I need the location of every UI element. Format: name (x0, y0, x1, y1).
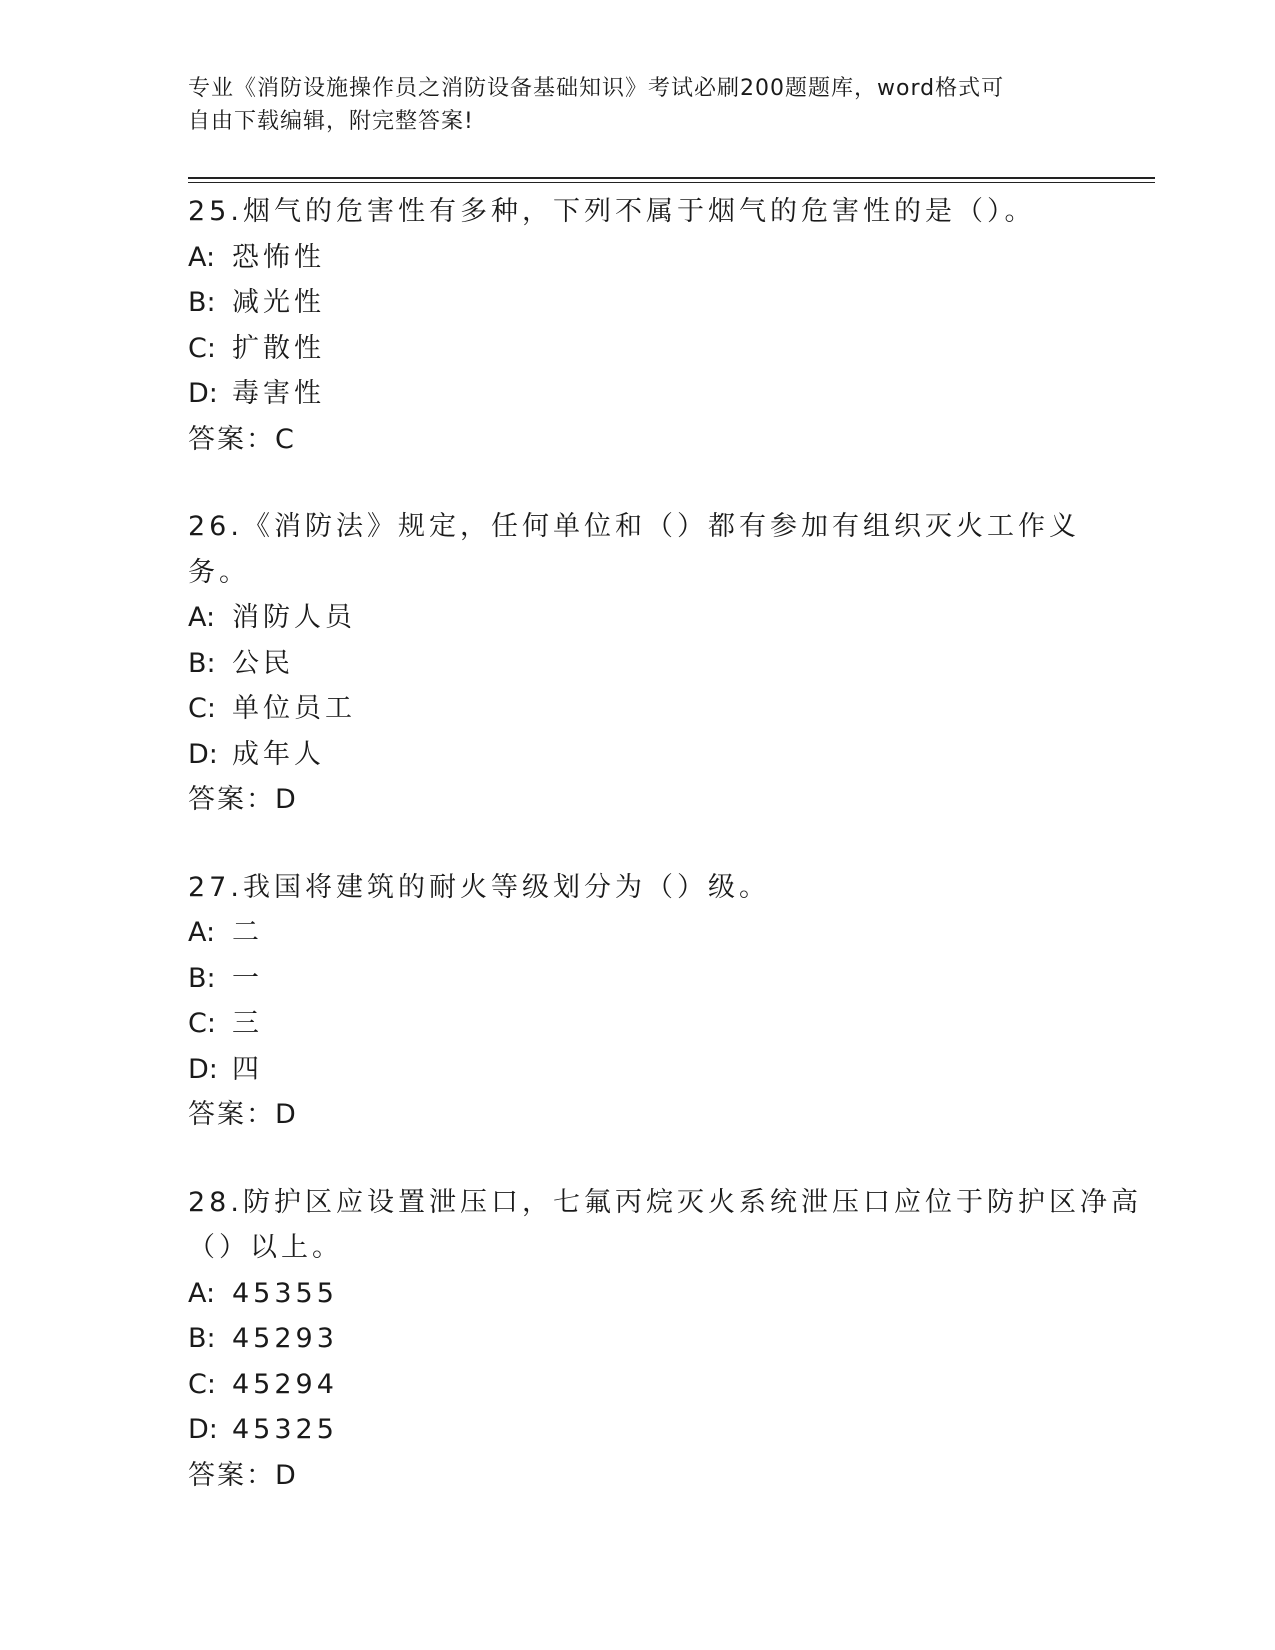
question-stem: 25.烟气的危害性有多种，下列不属于烟气的危害性的是（）。 (188, 196, 1036, 227)
question-stem: 27.我国将建筑的耐火等级划分为（）级。 (188, 871, 770, 903)
option-b (188, 641, 1088, 687)
answer-line: 答案：D (188, 1459, 298, 1491)
option-c (188, 686, 1088, 732)
option-letter: A: (188, 917, 216, 948)
option-text: 减光性 (232, 287, 325, 318)
option-d (188, 371, 1088, 417)
option-letter: C: (188, 1008, 216, 1039)
option-text: 二 (232, 917, 263, 948)
option-text: 45355 (232, 1277, 338, 1309)
header-divider-thin (188, 182, 1155, 183)
answer-line: 答案：C (188, 423, 296, 455)
option-text: 成年人 (232, 738, 325, 770)
answer-line: 答案：D (188, 1099, 298, 1130)
option-letter: D: (188, 378, 218, 409)
header-line-1: 专业《消防设施操作员之消防设备基础知识》考试必刷200题题库，word格式可 (188, 76, 1005, 101)
question-26 (188, 504, 1088, 823)
option-text: 毒害性 (232, 378, 325, 409)
option-text: 公民 (232, 647, 294, 679)
option-letter: D: (188, 1053, 218, 1085)
option-c (188, 1362, 1088, 1408)
question-stem: 26.《消防法》规定，任何单位和（）都有参加有组织灭火工作义务。 (188, 511, 1080, 588)
option-text: 三 (232, 1008, 263, 1039)
option-letter: D: (188, 738, 218, 770)
option-text: 45294 (232, 1368, 338, 1400)
option-text: 扩散性 (232, 332, 325, 364)
option-text: 45293 (232, 1323, 338, 1354)
option-a (188, 1271, 1088, 1317)
option-letter: B: (188, 1323, 216, 1354)
option-d (188, 732, 1088, 778)
option-letter: A: (188, 602, 216, 633)
question-stem-line-1: 28.防护区应设置泄压口，七氟丙烷灭火系统泄压口应位于防护区净高 (188, 1186, 1142, 1218)
option-letter: B: (188, 287, 216, 318)
question-list (188, 189, 1142, 1540)
question-25 (188, 189, 1088, 462)
option-b (188, 280, 1088, 326)
option-text: 四 (232, 1053, 263, 1085)
option-letter: A: (188, 1277, 216, 1309)
option-b (188, 956, 1088, 1002)
option-b (188, 1316, 1088, 1362)
option-d (188, 1407, 1088, 1453)
option-c (188, 326, 1088, 372)
option-letter: C: (188, 332, 216, 364)
option-text: 一 (232, 962, 263, 994)
option-c (188, 1001, 1088, 1047)
option-letter: C: (188, 1368, 216, 1400)
header-divider-thick (188, 177, 1155, 179)
option-letter: A: (188, 241, 216, 273)
option-text: 消防人员 (232, 602, 356, 633)
header-line-2: 自由下载编辑，附完整答案! (188, 109, 474, 134)
option-a (188, 595, 1088, 641)
option-text: 45325 (232, 1414, 338, 1445)
question-27 (188, 865, 1088, 1138)
option-letter: C: (188, 693, 216, 724)
option-text: 单位员工 (232, 693, 356, 724)
question-28 (188, 1180, 1142, 1499)
option-letter: B: (188, 647, 216, 679)
option-a (188, 235, 1088, 281)
document-header (188, 72, 1088, 138)
answer-line: 答案：D (188, 784, 298, 815)
option-text: 恐怖性 (232, 241, 325, 273)
option-letter: B: (188, 962, 216, 994)
option-d (188, 1047, 1088, 1093)
question-stem-line-2: （）以上。 (188, 1232, 343, 1263)
option-letter: D: (188, 1414, 218, 1445)
option-a (188, 910, 1088, 956)
